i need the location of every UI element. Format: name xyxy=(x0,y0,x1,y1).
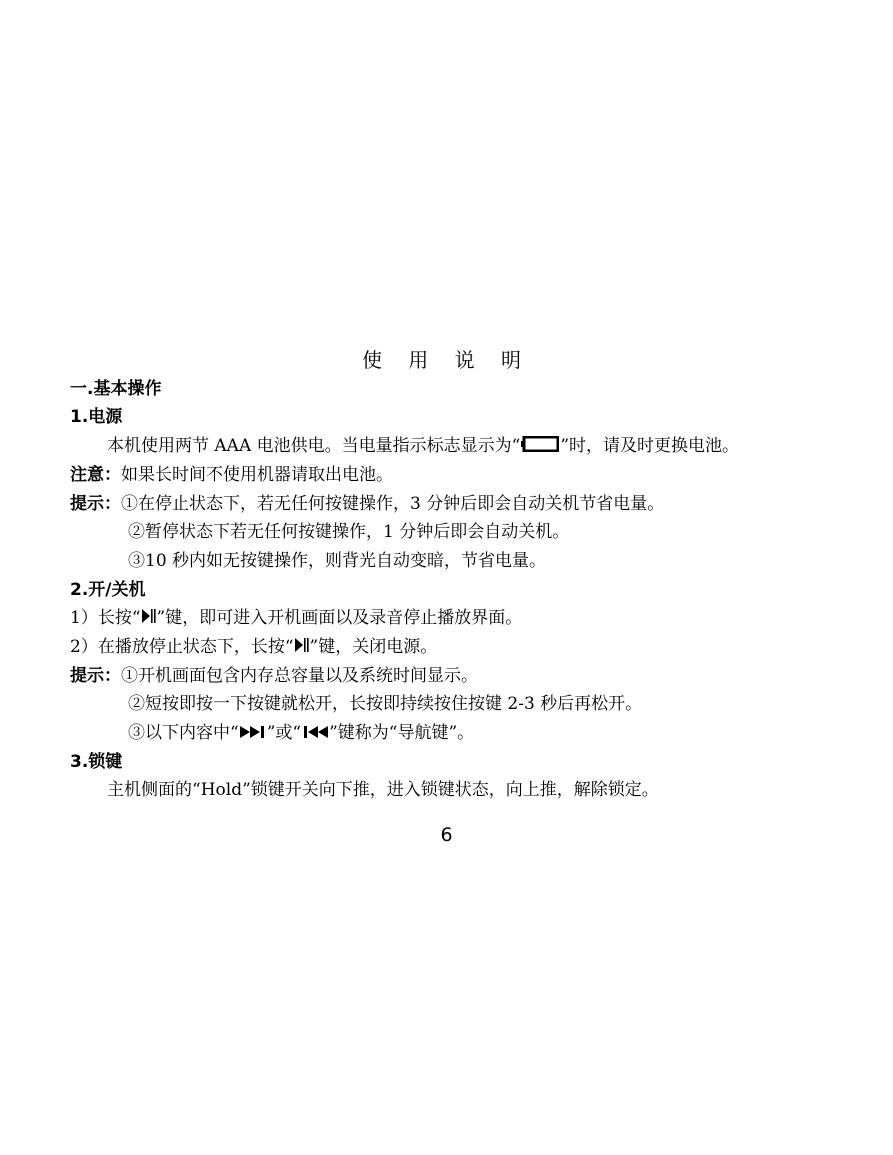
subsection-heading-power-on-off: 2.开/关机 xyxy=(70,580,146,600)
play-pause-icon xyxy=(295,634,309,662)
page-title: 使 用 说 明 xyxy=(361,348,532,372)
power-on-off-tip-1 xyxy=(70,662,860,690)
section-heading-basic-operation: 一.基本操作 xyxy=(70,379,162,399)
power-off-text-start: 2）在播放停止状态下，长按“ xyxy=(70,637,294,657)
power-tip-1 xyxy=(70,490,860,518)
power-on-off-tip-2: ②短按即按一下按键就松开，长按即持续按住按键 2-3 秒后再松开。 xyxy=(128,694,643,714)
next-track-icon xyxy=(240,720,266,748)
battery-empty-icon xyxy=(521,433,559,461)
power-off-instruction xyxy=(70,633,860,661)
lock-description: 主机侧面的“Hold”锁键开关向下推，进入锁键状态，向上推，解除锁定。 xyxy=(107,780,659,800)
power-tip-3: ③10 秒内如无按键操作，则背光自动变暗，节省电量。 xyxy=(128,551,547,571)
subsection-heading-power: 1.电源 xyxy=(70,407,123,427)
note-label: 注意： xyxy=(70,465,121,485)
power-tip-2: ②暂停状态下若无任何按键操作，1 分钟后即会自动关机。 xyxy=(128,522,570,542)
page-number: 6 xyxy=(440,824,453,846)
subsection-heading-lock: 3.锁键 xyxy=(70,752,123,772)
tip3-text-end: ”键称为“导航键”。 xyxy=(329,723,475,743)
power-description-text-start: 本机使用两节 AAA 电池供电。当电量指示标志显示为“ xyxy=(107,436,521,456)
note-text: 如果长时间不使用机器请取出电池。 xyxy=(121,465,393,485)
tip3-text-start: ③以下内容中“ xyxy=(128,723,239,743)
power-description-text-end: ”时，请及时更换电池。 xyxy=(560,436,740,456)
tip-text: ①开机画面包含内存总容量以及系统时间显示。 xyxy=(121,666,478,686)
tip-label: 提示： xyxy=(70,666,121,686)
power-on-off-tip-3 xyxy=(128,719,893,747)
power-off-text-end: ”键，关闭电源。 xyxy=(309,637,438,657)
previous-track-icon xyxy=(302,720,328,748)
power-on-instruction xyxy=(70,604,860,632)
tip3-text-middle: ”或“ xyxy=(266,723,302,743)
power-on-text-end: ”键，即可进入开机画面以及录音停止播放界面。 xyxy=(156,608,523,628)
power-on-text-start: 1）长按“ xyxy=(70,608,141,628)
play-pause-icon xyxy=(142,605,156,633)
tip-text: ①在停止状态下，若无任何按键操作，3 分钟后即会自动关机节省电量。 xyxy=(121,494,665,514)
power-note xyxy=(70,461,860,489)
tip-label: 提示： xyxy=(70,494,121,514)
power-description xyxy=(107,432,893,460)
